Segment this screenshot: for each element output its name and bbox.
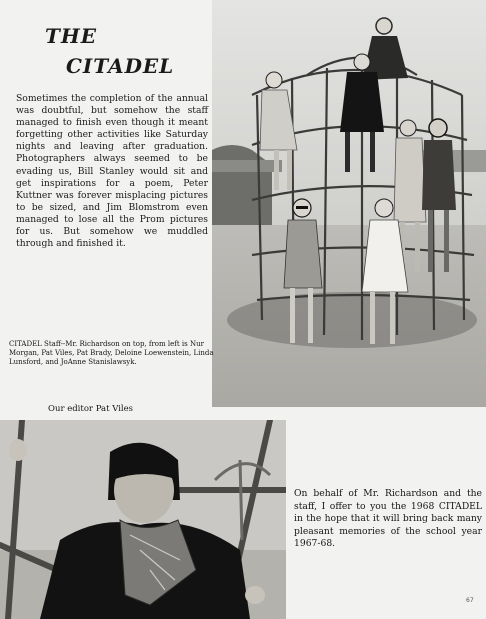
staff-group-photo	[212, 0, 486, 407]
title-citadel: CITADEL	[66, 54, 175, 78]
editor-portrait-photo	[0, 420, 286, 619]
title-the: THE	[45, 24, 98, 48]
staff-story-paragraph: Sometimes the completion of the annual was doubtful, but somehow the staff managed to finish even though it meant forgetting other activities like Saturday nights and leaving after graduation. Photographers always seemed to be evading us, Bill Stanley would sit and get inspirations for a poem, Peter Kuttner was forever misplacing pictures to be sized, and Jim Blomstrom even managed to lose all the Prom pictures for us. But somehow we muddled through and finished it.	[16, 93, 208, 250]
staff-photo-caption: CITADEL Staff--Mr. Richardson on top, from left is Nur Morgan, Pat Viles, Pat Brady, Deloine Loewenstein, Linda Lunsford, and JoAnne Stanislawsyk.	[9, 340, 214, 366]
closing-dedication-paragraph: On behalf of Mr. Richardson and the staff, I offer to you the 1968 CITADEL in the hope that it will bring back many pleasant memories of the school year 1967-68.	[294, 488, 482, 550]
page-number: 67	[466, 597, 474, 604]
editor-photo-caption: Our editor Pat Viles	[48, 404, 134, 414]
